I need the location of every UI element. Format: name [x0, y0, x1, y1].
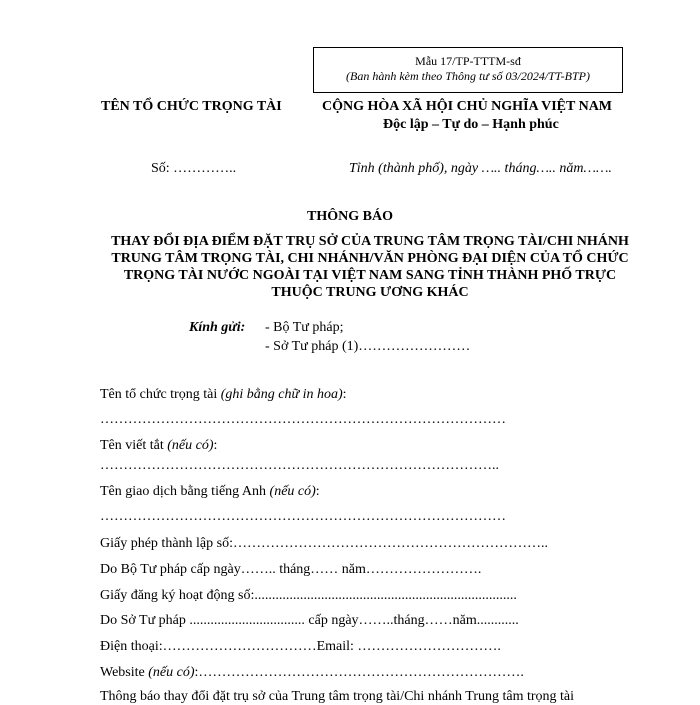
abbr-field: [100, 438, 217, 454]
document-number: Số: …………..: [151, 161, 237, 176]
form-code: Mẫu 17/TP-TTTM-sđ: [415, 54, 521, 68]
org-name-header: TÊN TỔ CHỨC TRỌNG TÀI: [101, 99, 282, 114]
recipient-department: - Sở Tư pháp (1)……………………: [265, 339, 471, 354]
website-label: Website: [100, 665, 149, 680]
org-name-note: (ghi bằng chữ in hoa): [220, 387, 343, 402]
registration-number: Giấy đăng ký hoạt động số:...........................................................................: [100, 588, 517, 603]
document-title: THÔNG BÁO: [307, 209, 393, 224]
english-name-dots: ……………………………………………………………………………: [100, 509, 506, 524]
place-date: Tỉnh (thành phố), ngày ….. tháng….. năm…….: [349, 161, 612, 176]
abbr-note: (nếu có): [167, 438, 214, 453]
english-name-colon: :: [315, 484, 320, 499]
website-field: [100, 665, 524, 681]
recipients-label: Kính gửi:: [189, 320, 246, 335]
org-name-dots: ……………………………………………………………………………: [100, 412, 506, 427]
phone-email: Điện thoại:……………………………Email: ………………………….: [100, 639, 501, 654]
motto: Độc lập – Tự do – Hạnh phúc: [383, 117, 559, 132]
org-name-colon: :: [342, 387, 347, 402]
english-name-note: (nếu có): [269, 484, 316, 499]
abbr-colon: :: [213, 438, 218, 453]
country-name: CỘNG HÒA XÃ HỘI CHỦ NGHĨA VIỆT NAM: [322, 99, 613, 114]
english-name-label: Tên giao dịch bằng tiếng Anh: [100, 484, 270, 499]
abbr-dots: …………………………………………………………………………..: [100, 458, 499, 473]
license-number: Giấy phép thành lập số:…………………………………………………………..: [100, 536, 548, 551]
form-code-box: [313, 47, 623, 93]
notice-paragraph: Thông báo thay đổi đặt trụ sở của Trung tâm trọng tài/Chi nhánh Trung tâm trọng tài: [100, 689, 575, 704]
department-issue-date: Do Sở Tư pháp ................................. cấp ngày……..tháng……năm............: [100, 613, 519, 628]
org-name-label: Tên tổ chức trọng tài: [100, 387, 221, 402]
website-value: :…………………………………………………………….: [194, 665, 524, 680]
recipient-ministry: - Bộ Tư pháp;: [265, 320, 344, 335]
form-issued-note: (Ban hành kèm theo Thông tư số 03/2024/TT-BTP): [346, 69, 590, 83]
english-name-field: [100, 484, 320, 500]
ministry-issue-date: Do Bộ Tư pháp cấp ngày…….. tháng…… năm…………………….: [100, 562, 482, 577]
abbr-label: Tên viết tắt: [100, 438, 168, 453]
document-subtitle: THAY ĐỔI ĐỊA ĐIỂM ĐẶT TRỤ SỞ CỦA TRUNG TÂM TRỌNG TÀI/CHI NHÁNH TRUNG TÂM TRỌNG TÀI, CHI NHÁNH/VĂN PHÒNG ĐẠI DIỆN CỦA TỔ CHỨC TRỌNG TÀI NƯỚC NGOÀI TẠI VIỆT NAM SANG TỈNH THÀNH PHỐ TRỰC THUỘC TRUNG ƯƠNG KHÁC: [111, 234, 629, 300]
website-note: (nếu có): [148, 665, 195, 680]
org-name-field: [100, 387, 347, 403]
